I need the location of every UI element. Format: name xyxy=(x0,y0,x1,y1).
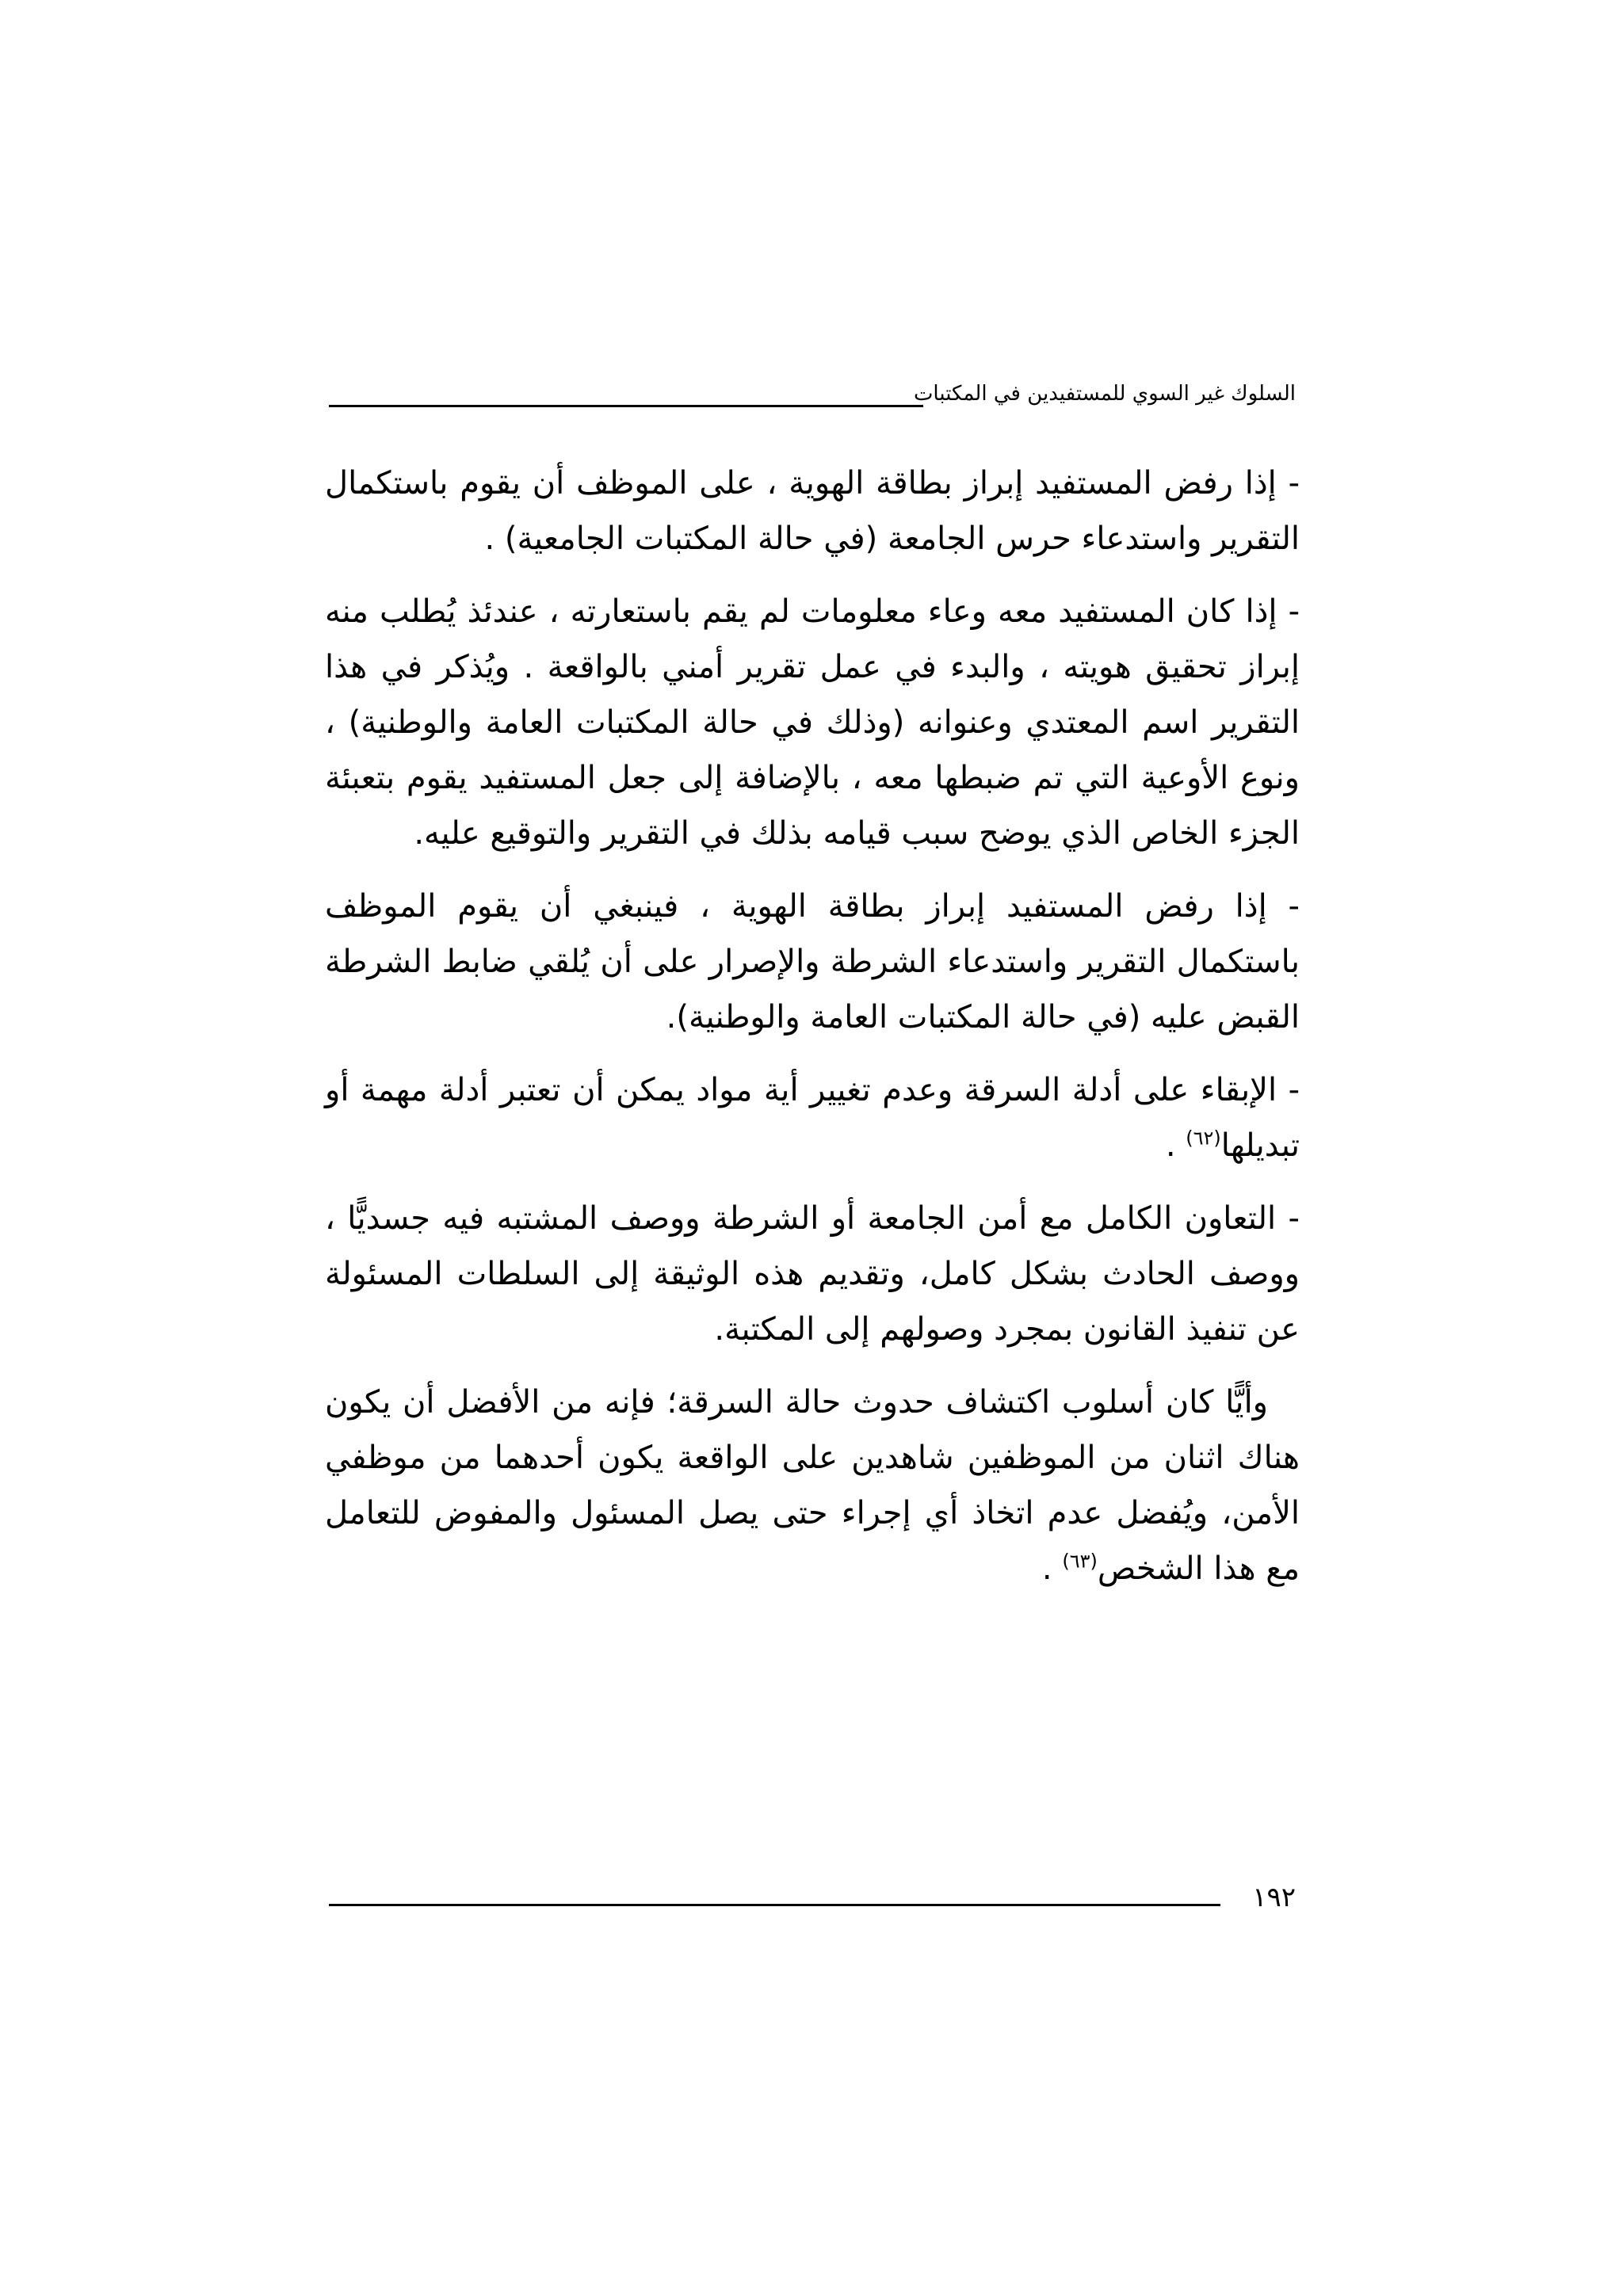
bullet-item-3 xyxy=(325,879,1300,1045)
sentence-end: . xyxy=(1041,1550,1063,1587)
bullet-item-5 xyxy=(325,1191,1300,1357)
closing-paragraph xyxy=(325,1375,1300,1596)
bullet-text: - الإبقاء على أدلة السرقة وعدم تغيير أية مواد يمكن أن تعتبر أدلة مهمة أو تبديلها xyxy=(325,1072,1300,1164)
closing-text: وأيًّا كان أسلوب اكتشاف حدوث حالة السرقة؛ فإنه من الأفضل أن يكون هناك اثنان من الموظفين شاهدين على الواقعة يكون أحدهما من موظفي الأمن، ويُفضل عدم اتخاذ أي إجراء حتى يصل المسئول والمفوض للتعامل مع هذا الشخص xyxy=(325,1384,1300,1587)
page-number: ١٩٢ xyxy=(1252,1882,1296,1913)
bullet-text: - إذا كان المستفيد معه وعاء معلومات لم يقم باستعارته ، عندئذ يُطلب منه إبراز تحقيق هويته ، والبدء في عمل تقرير أمني بالواقعة . ويُذكر في هذا التقرير اسم المعتدي وعنوانه (وذلك في حالة المكتبات العامة والوطنية) ، ونوع الأوعية التي تم ضبطها معه ، بالإضافة إلى جعل المستفيد يقوم بتعبئة الجزء الخاص الذي يوضح سبب قيامه بذلك في التقرير والتوقيع عليه. xyxy=(325,593,1300,852)
running-header xyxy=(329,380,1296,412)
header-rule xyxy=(329,405,923,407)
running-header-title: السلوك غير السوي للمستفيدين في المكتبات xyxy=(913,382,1296,406)
bullet-text: - التعاون الكامل مع أمن الجامعة أو الشرطة ووصف المشتبه فيه جسديًّا ، ووصف الحادث بشكل كامل، وتقديم هذه الوثيقة إلى السلطات المسئولة عن تنفيذ القانون بمجرد وصولهم إلى المكتبة. xyxy=(325,1200,1300,1348)
footnote-reference: (٦٢) xyxy=(1186,1127,1221,1150)
footnote-reference: (٦٣) xyxy=(1062,1550,1098,1573)
bullet-text: - إذا رفض المستفيد إبراز بطاقة الهوية ، فينبغي أن يقوم الموظف باستكمال التقرير واستدعاء الشرطة والإصرار على أن يُلقي ضابط الشرطة القبض عليه (في حالة المكتبات العامة والوطنية). xyxy=(325,888,1300,1035)
bullet-item-4 xyxy=(325,1062,1300,1173)
sentence-end: . xyxy=(1165,1127,1186,1164)
bullet-item-2 xyxy=(325,584,1300,861)
page-footer xyxy=(329,1882,1296,1913)
body-text xyxy=(325,456,1300,1596)
bullet-text: - إذا رفض المستفيد إبراز بطاقة الهوية ، على الموظف أن يقوم باستكمال التقرير واستدعاء حرس الجامعة (في حالة المكتبات الجامعية) . xyxy=(325,465,1300,557)
bullet-item-1 xyxy=(325,456,1300,566)
footer-rule xyxy=(329,1904,1220,1906)
